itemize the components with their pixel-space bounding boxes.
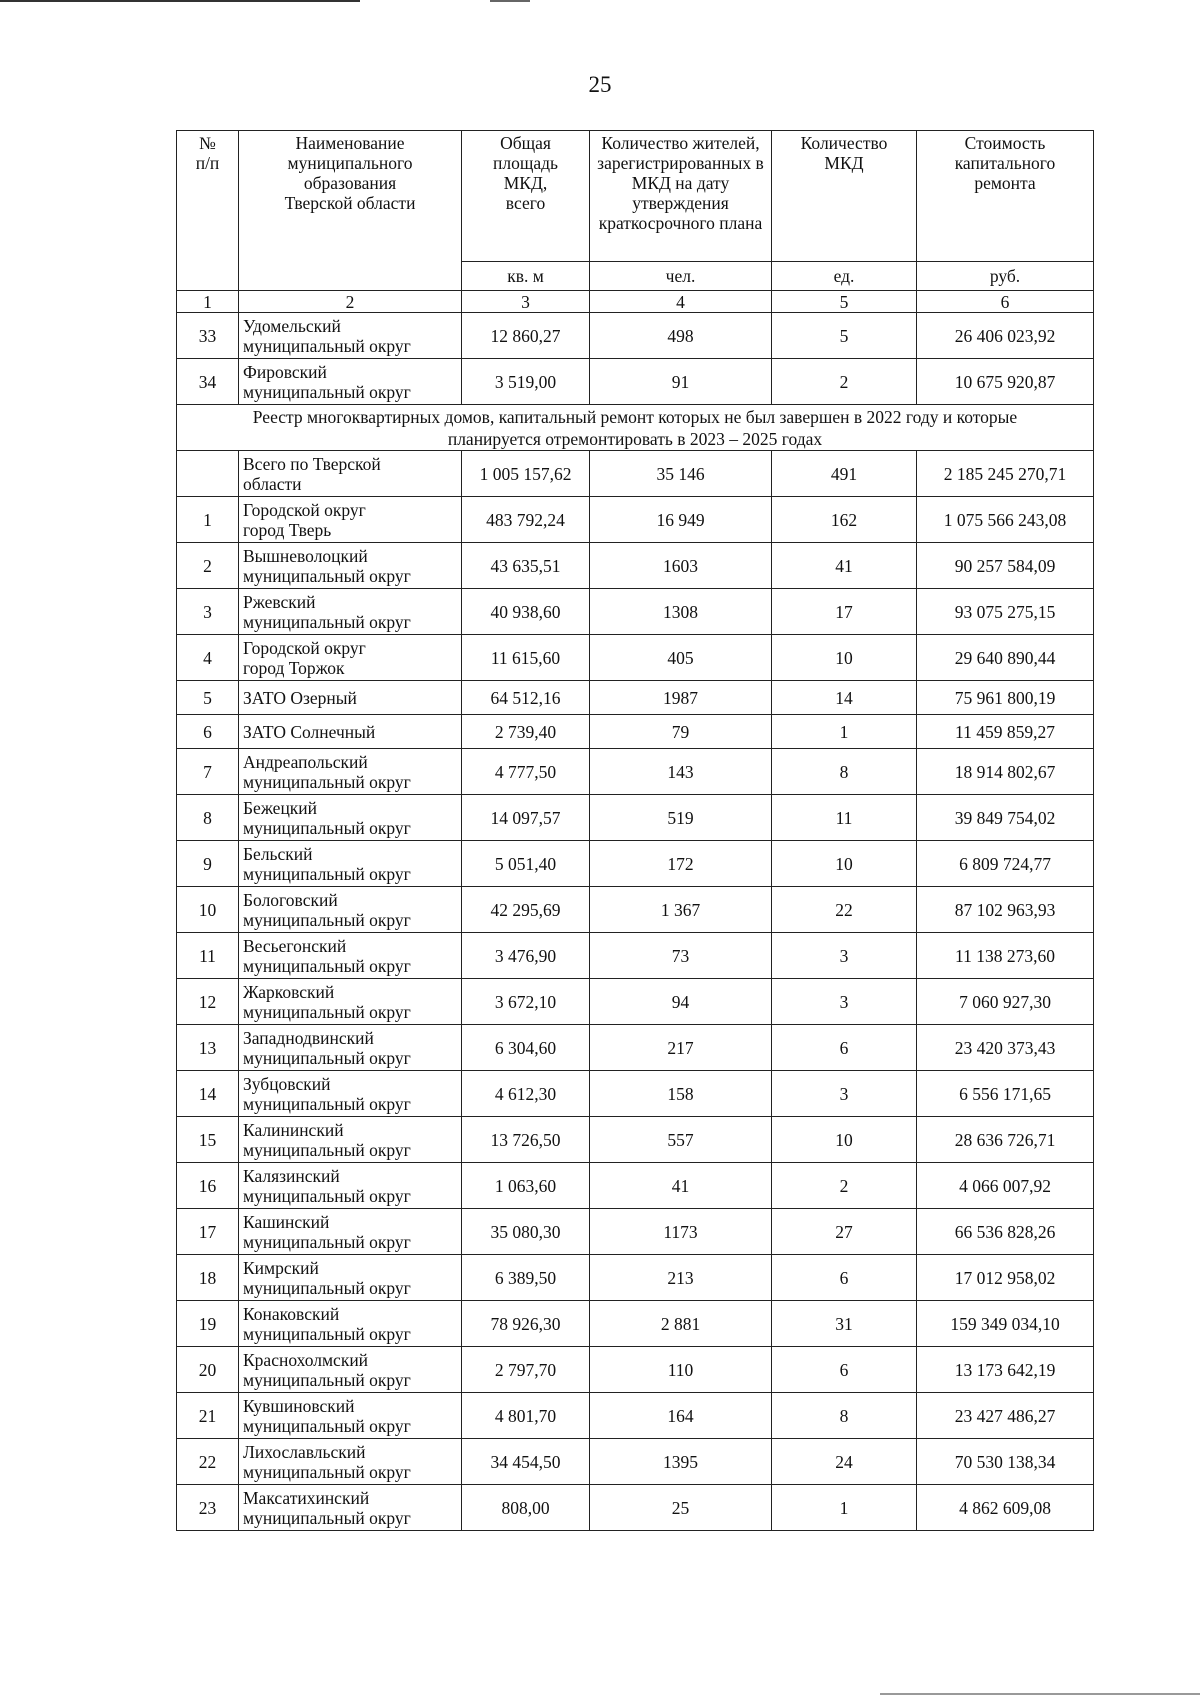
cell-residents: 94	[590, 979, 772, 1025]
cell-count: 41	[772, 543, 917, 589]
cell-count: 8	[772, 749, 917, 795]
unit-cost: руб.	[917, 262, 1094, 291]
table-row	[177, 795, 1094, 841]
table-row	[177, 1485, 1094, 1531]
cell-count: 6	[772, 1347, 917, 1393]
cell-name: Вышневолоцкий муниципальный округ	[239, 543, 462, 589]
cell-name: Кашинский муниципальный округ	[239, 1209, 462, 1255]
cell-name: Максатихинский муниципальный округ	[239, 1485, 462, 1531]
cell-count: 11	[772, 795, 917, 841]
cell-residents: 405	[590, 635, 772, 681]
cell-cost: 6 556 171,65	[917, 1071, 1094, 1117]
cell-count: 6	[772, 1255, 917, 1301]
table-row	[177, 1025, 1094, 1071]
section-title: Реестр многоквартирных домов, капитальный ремонт которых не был завершен в 2022 году и которые планируется отремонтировать в 2023 – 2025 годах	[177, 405, 1094, 451]
cell-residents: 1 367	[590, 887, 772, 933]
cell-cost: 6 809 724,77	[917, 841, 1094, 887]
cell-area: 42 295,69	[462, 887, 590, 933]
cell-residents: 1173	[590, 1209, 772, 1255]
cell-residents: 16 949	[590, 497, 772, 543]
cell-name: Конаковский муниципальный округ	[239, 1301, 462, 1347]
cell-count: 2	[772, 1163, 917, 1209]
table-row	[177, 933, 1094, 979]
cell-area: 3 672,10	[462, 979, 590, 1025]
cell-name: ЗАТО Озерный	[239, 681, 462, 715]
cell-name: Всего по Тверской области	[239, 451, 462, 497]
cell-cost: 66 536 828,26	[917, 1209, 1094, 1255]
table-row	[177, 497, 1094, 543]
cell-cost: 2 185 245 270,71	[917, 451, 1094, 497]
unit-area: кв. м	[462, 262, 590, 291]
cell-num: 12	[177, 979, 239, 1025]
cell-residents: 2 881	[590, 1301, 772, 1347]
cell-count: 17	[772, 589, 917, 635]
cell-residents: 35 146	[590, 451, 772, 497]
cell-cost: 23 420 373,43	[917, 1025, 1094, 1071]
cell-count: 31	[772, 1301, 917, 1347]
table-row	[177, 543, 1094, 589]
registry-table	[176, 130, 1094, 1531]
cell-num	[177, 451, 239, 497]
cell-area: 11 615,60	[462, 635, 590, 681]
cell-count: 6	[772, 1025, 917, 1071]
cell-residents: 79	[590, 715, 772, 749]
cell-area: 64 512,16	[462, 681, 590, 715]
cell-cost: 29 640 890,44	[917, 635, 1094, 681]
cell-cost: 18 914 802,67	[917, 749, 1094, 795]
table-row	[177, 681, 1094, 715]
cell-residents: 1987	[590, 681, 772, 715]
cell-count: 1	[772, 1485, 917, 1531]
scan-edge-line	[0, 0, 360, 2]
cell-num: 4	[177, 635, 239, 681]
cell-count: 491	[772, 451, 917, 497]
cell-count: 10	[772, 841, 917, 887]
cell-count: 10	[772, 635, 917, 681]
cell-name: Лихославльский муниципальный округ	[239, 1439, 462, 1485]
cell-name: Кувшиновский муниципальный округ	[239, 1393, 462, 1439]
cell-cost: 39 849 754,02	[917, 795, 1094, 841]
cell-num: 20	[177, 1347, 239, 1393]
cell-name: Западнодвинский муниципальный округ	[239, 1025, 462, 1071]
cell-name: Бельский муниципальный округ	[239, 841, 462, 887]
cell-count: 162	[772, 497, 917, 543]
cell-residents: 1308	[590, 589, 772, 635]
cell-area: 34 454,50	[462, 1439, 590, 1485]
cell-residents: 73	[590, 933, 772, 979]
cell-name: Удомельский муниципальный округ	[239, 313, 462, 359]
cell-name: ЗАТО Солнечный	[239, 715, 462, 749]
cell-name: Весьегонский муниципальный округ	[239, 933, 462, 979]
table-row	[177, 1163, 1094, 1209]
cell-count: 5	[772, 313, 917, 359]
table-row	[177, 359, 1094, 405]
page-number: 25	[588, 72, 612, 97]
column-index-row	[177, 291, 1094, 313]
cell-name: Краснохолмский муниципальный округ	[239, 1347, 462, 1393]
cell-area: 2 797,70	[462, 1347, 590, 1393]
cell-area: 6 389,50	[462, 1255, 590, 1301]
cell-num: 13	[177, 1025, 239, 1071]
cell-cost: 70 530 138,34	[917, 1439, 1094, 1485]
cell-num: 23	[177, 1485, 239, 1531]
column-index: 3	[462, 291, 590, 313]
column-index: 2	[239, 291, 462, 313]
cell-residents: 110	[590, 1347, 772, 1393]
cell-num: 21	[177, 1393, 239, 1439]
cell-num: 19	[177, 1301, 239, 1347]
header-row	[177, 131, 1094, 262]
table-row	[177, 1117, 1094, 1163]
cell-area: 4 801,70	[462, 1393, 590, 1439]
cell-residents: 557	[590, 1117, 772, 1163]
cell-name: Калининский муниципальный округ	[239, 1117, 462, 1163]
cell-residents: 213	[590, 1255, 772, 1301]
cell-cost: 10 675 920,87	[917, 359, 1094, 405]
cell-name: Ржевский муниципальный округ	[239, 589, 462, 635]
cell-name: Жарковский муниципальный округ	[239, 979, 462, 1025]
cell-area: 4 777,50	[462, 749, 590, 795]
cell-num: 9	[177, 841, 239, 887]
cell-num: 8	[177, 795, 239, 841]
section-title-row	[177, 405, 1094, 451]
cell-residents: 1603	[590, 543, 772, 589]
column-index: 6	[917, 291, 1094, 313]
cell-residents: 217	[590, 1025, 772, 1071]
cell-count: 22	[772, 887, 917, 933]
cell-area: 1 063,60	[462, 1163, 590, 1209]
cell-cost: 23 427 486,27	[917, 1393, 1094, 1439]
cell-name: Бологовский муниципальный округ	[239, 887, 462, 933]
table-row	[177, 1347, 1094, 1393]
cell-count: 3	[772, 1071, 917, 1117]
scan-edge-line	[490, 0, 530, 2]
header-count: Количество МКД	[772, 131, 917, 262]
cell-num: 1	[177, 497, 239, 543]
cell-residents: 143	[590, 749, 772, 795]
cell-residents: 498	[590, 313, 772, 359]
table-row	[177, 1301, 1094, 1347]
column-index: 1	[177, 291, 239, 313]
cell-area: 14 097,57	[462, 795, 590, 841]
scan-edge-line	[880, 1693, 1200, 1695]
cell-num: 33	[177, 313, 239, 359]
cell-cost: 159 349 034,10	[917, 1301, 1094, 1347]
header-num: № п/п	[177, 131, 239, 291]
cell-cost: 90 257 584,09	[917, 543, 1094, 589]
cell-residents: 519	[590, 795, 772, 841]
table-row	[177, 1255, 1094, 1301]
cell-area: 483 792,24	[462, 497, 590, 543]
table-row	[177, 1209, 1094, 1255]
cell-num: 14	[177, 1071, 239, 1117]
cell-count: 3	[772, 933, 917, 979]
column-index: 4	[590, 291, 772, 313]
cell-area: 5 051,40	[462, 841, 590, 887]
cell-area: 12 860,27	[462, 313, 590, 359]
cell-num: 6	[177, 715, 239, 749]
table-row	[177, 1439, 1094, 1485]
header-area: Общая площадь МКД, всего	[462, 131, 590, 262]
cell-area: 808,00	[462, 1485, 590, 1531]
cell-count: 2	[772, 359, 917, 405]
cell-area: 3 519,00	[462, 359, 590, 405]
cell-num: 11	[177, 933, 239, 979]
cell-cost: 11 459 859,27	[917, 715, 1094, 749]
cell-count: 24	[772, 1439, 917, 1485]
cell-num: 34	[177, 359, 239, 405]
cell-cost: 11 138 273,60	[917, 933, 1094, 979]
total-row	[177, 451, 1094, 497]
cell-num: 15	[177, 1117, 239, 1163]
table-row	[177, 635, 1094, 681]
header-name: Наименование муниципального образования Тверской области	[239, 131, 462, 291]
cell-cost: 1 075 566 243,08	[917, 497, 1094, 543]
cell-area: 13 726,50	[462, 1117, 590, 1163]
cell-num: 7	[177, 749, 239, 795]
cell-count: 3	[772, 979, 917, 1025]
cell-cost: 7 060 927,30	[917, 979, 1094, 1025]
cell-residents: 172	[590, 841, 772, 887]
column-index: 5	[772, 291, 917, 313]
cell-num: 17	[177, 1209, 239, 1255]
cell-residents: 158	[590, 1071, 772, 1117]
cell-area: 2 739,40	[462, 715, 590, 749]
cell-name: Калязинский муниципальный округ	[239, 1163, 462, 1209]
header-residents: Количество жителей, зарегистрированных в МКД на дату утверждения краткосрочного плана	[590, 131, 772, 262]
cell-residents: 41	[590, 1163, 772, 1209]
table-row	[177, 887, 1094, 933]
cell-area: 6 304,60	[462, 1025, 590, 1071]
cell-area: 1 005 157,62	[462, 451, 590, 497]
cell-name: Городской округ город Тверь	[239, 497, 462, 543]
table-row	[177, 589, 1094, 635]
cell-name: Фировский муниципальный округ	[239, 359, 462, 405]
cell-cost: 87 102 963,93	[917, 887, 1094, 933]
table-row	[177, 1071, 1094, 1117]
cell-name: Кимрский муниципальный округ	[239, 1255, 462, 1301]
header-cost: Стоимость капитального ремонта	[917, 131, 1094, 262]
registry-table-body	[177, 131, 1094, 1531]
cell-residents: 91	[590, 359, 772, 405]
cell-count: 14	[772, 681, 917, 715]
cell-count: 10	[772, 1117, 917, 1163]
cell-cost: 28 636 726,71	[917, 1117, 1094, 1163]
cell-area: 35 080,30	[462, 1209, 590, 1255]
cell-area: 40 938,60	[462, 589, 590, 635]
cell-cost: 17 012 958,02	[917, 1255, 1094, 1301]
table-row	[177, 313, 1094, 359]
cell-count: 27	[772, 1209, 917, 1255]
cell-num: 22	[177, 1439, 239, 1485]
cell-num: 10	[177, 887, 239, 933]
cell-area: 78 926,30	[462, 1301, 590, 1347]
cell-num: 2	[177, 543, 239, 589]
cell-name: Андреапольский муниципальный округ	[239, 749, 462, 795]
table-row	[177, 1393, 1094, 1439]
cell-area: 4 612,30	[462, 1071, 590, 1117]
cell-name: Городской округ город Торжок	[239, 635, 462, 681]
table-row	[177, 749, 1094, 795]
cell-residents: 25	[590, 1485, 772, 1531]
cell-cost: 93 075 275,15	[917, 589, 1094, 635]
cell-residents: 164	[590, 1393, 772, 1439]
cell-count: 1	[772, 715, 917, 749]
cell-cost: 4 066 007,92	[917, 1163, 1094, 1209]
cell-count: 8	[772, 1393, 917, 1439]
cell-cost: 13 173 642,19	[917, 1347, 1094, 1393]
cell-cost: 4 862 609,08	[917, 1485, 1094, 1531]
cell-name: Бежецкий муниципальный округ	[239, 795, 462, 841]
cell-cost: 26 406 023,92	[917, 313, 1094, 359]
cell-area: 43 635,51	[462, 543, 590, 589]
cell-num: 16	[177, 1163, 239, 1209]
table-row	[177, 841, 1094, 887]
cell-cost: 75 961 800,19	[917, 681, 1094, 715]
cell-area: 3 476,90	[462, 933, 590, 979]
cell-name: Зубцовский муниципальный округ	[239, 1071, 462, 1117]
table-row	[177, 715, 1094, 749]
cell-num: 3	[177, 589, 239, 635]
cell-num: 18	[177, 1255, 239, 1301]
cell-residents: 1395	[590, 1439, 772, 1485]
unit-count: ед.	[772, 262, 917, 291]
table-row	[177, 979, 1094, 1025]
cell-num: 5	[177, 681, 239, 715]
unit-residents: чел.	[590, 262, 772, 291]
